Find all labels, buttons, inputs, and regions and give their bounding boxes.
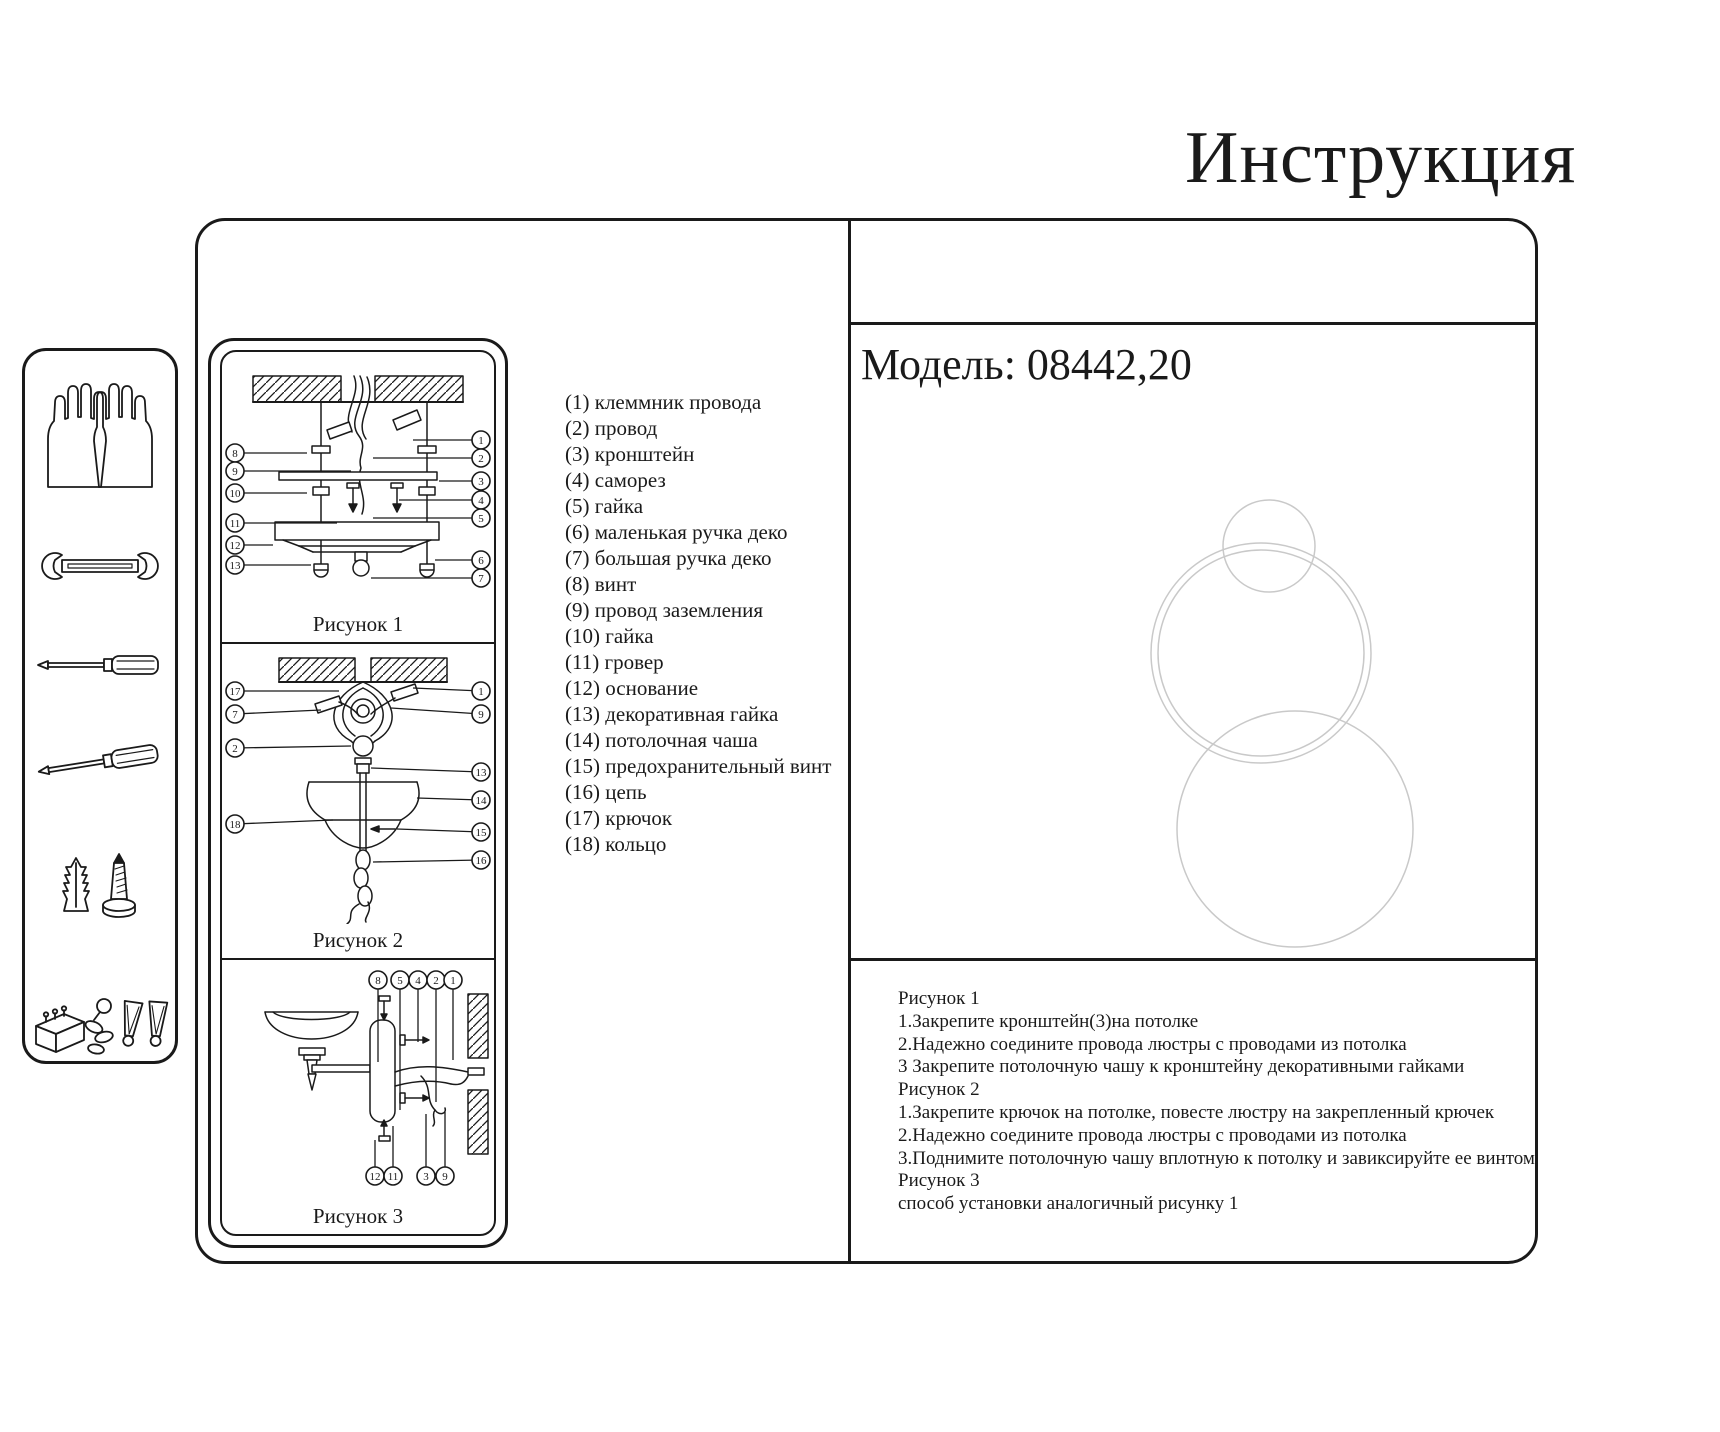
part-item: (6) маленькая ручка деко xyxy=(565,520,788,544)
svg-text:10: 10 xyxy=(229,487,241,500)
flat-screwdriver-icon xyxy=(25,650,175,680)
instr-line: Рисунок 1 xyxy=(898,988,980,1009)
svg-text:8: 8 xyxy=(375,974,381,987)
tools-panel xyxy=(22,348,178,1064)
svg-text:2: 2 xyxy=(478,452,484,465)
model-box-top-line xyxy=(848,322,1535,325)
svg-text:15: 15 xyxy=(475,826,487,839)
svg-text:16: 16 xyxy=(475,854,487,867)
figures-panel-inner xyxy=(220,350,496,1236)
svg-text:7: 7 xyxy=(232,708,238,721)
svg-text:9: 9 xyxy=(442,1170,448,1183)
instr-line: Рисунок 2 xyxy=(898,1079,980,1101)
part-item: (18) кольцо xyxy=(565,832,667,856)
instr-line: 1.Закрепите кронштейн(3)на потолке xyxy=(898,1010,1199,1032)
svg-text:12: 12 xyxy=(229,539,241,552)
part-item: (1) клеммник провода xyxy=(565,390,762,414)
wall-anchor-screw-icon xyxy=(25,853,175,923)
svg-text:18: 18 xyxy=(229,818,241,831)
instructions-text xyxy=(898,988,1535,1216)
svg-text:17: 17 xyxy=(229,685,241,698)
instr-line: 1.Закрепите крючок на потолке, повесте люстру на закрепленный крючек xyxy=(898,1101,1495,1123)
figure-1-label: Рисунок 1 xyxy=(312,612,404,636)
part-item: (2) провод xyxy=(565,416,658,440)
model-heading: Модель: 08442,20 xyxy=(861,340,1192,389)
second-screwdriver-icon xyxy=(25,739,175,785)
part-item: (3) кронштейн xyxy=(565,442,695,466)
part-item: (16) цепь xyxy=(565,780,647,804)
svg-text:3: 3 xyxy=(423,1170,429,1183)
svg-text:4: 4 xyxy=(478,494,484,507)
part-item: (5) гайка xyxy=(565,494,644,518)
wrench-icon xyxy=(25,548,175,584)
svg-text:13: 13 xyxy=(475,766,487,779)
figures-panel xyxy=(208,338,508,1248)
instr-line: 2.Надежно соедините провода люстры с проводами из потолка xyxy=(898,1124,1407,1146)
svg-text:9: 9 xyxy=(478,708,484,721)
page-title: Инструкция xyxy=(1185,117,1577,199)
figure-2-label: Рисунок 2 xyxy=(312,928,404,952)
svg-text:11: 11 xyxy=(387,1170,399,1183)
svg-text:1: 1 xyxy=(478,434,484,447)
part-item: (15) предохранительный винт xyxy=(565,754,832,778)
instr-line: 3 Закрепите потолочную чашу к кронштейну декоративными гайками xyxy=(898,1056,1465,1078)
instr-line: 3.Поднимите потолочную чашу вплотную к потолку и завиксируйте ее винтом xyxy=(898,1147,1535,1169)
part-item: (4) саморез xyxy=(565,468,666,492)
instr-line: Рисунок 3 xyxy=(898,1170,980,1192)
parts-list xyxy=(565,389,833,857)
svg-text:7: 7 xyxy=(478,572,484,585)
part-item: (17) крючок xyxy=(565,806,673,830)
figure-1-diagram xyxy=(221,356,495,606)
part-item: (11) гровер xyxy=(565,650,664,674)
vertical-divider xyxy=(848,218,851,1261)
svg-text:3: 3 xyxy=(478,475,484,488)
part-item: (9) провод заземления xyxy=(565,598,764,622)
part-item: (13) декоративная гайка xyxy=(565,702,779,726)
part-item: (10) гайка xyxy=(565,624,654,648)
hardware-kit-icon xyxy=(25,996,175,1058)
svg-text:14: 14 xyxy=(475,794,487,807)
figure-3-diagram xyxy=(221,964,495,1189)
svg-text:4: 4 xyxy=(415,974,421,987)
svg-text:6: 6 xyxy=(478,554,484,567)
figure-1-section xyxy=(222,352,494,644)
svg-text:5: 5 xyxy=(397,974,403,987)
instr-line: способ установки аналогичный рисунку 1 xyxy=(898,1193,1239,1215)
figure-2-section xyxy=(222,644,494,960)
part-item: (14) потолочная чаша xyxy=(565,728,758,752)
figure-3-label: Рисунок 3 xyxy=(312,1204,404,1228)
part-item: (8) винт xyxy=(565,572,637,596)
svg-text:12: 12 xyxy=(369,1170,381,1183)
instr-line: 2.Надежно соедините провода люстры с проводами из потолка xyxy=(898,1033,1407,1055)
svg-text:11: 11 xyxy=(229,517,241,530)
figure-2-diagram xyxy=(221,648,495,924)
svg-text:8: 8 xyxy=(232,447,238,460)
svg-text:2: 2 xyxy=(232,742,238,755)
lamp-outline-drawing xyxy=(1133,483,1433,953)
svg-text:13: 13 xyxy=(229,559,241,572)
instructions-divider-line xyxy=(848,958,1535,961)
svg-text:1: 1 xyxy=(450,974,456,987)
part-item: (12) основание xyxy=(565,676,699,700)
svg-text:9: 9 xyxy=(232,465,238,478)
part-item: (7) большая ручка деко xyxy=(565,546,772,570)
main-content-box xyxy=(195,218,1538,1264)
figure-3-section xyxy=(222,960,494,1234)
svg-text:2: 2 xyxy=(433,974,439,987)
svg-text:5: 5 xyxy=(478,512,484,525)
gloves-icon xyxy=(25,381,175,493)
svg-text:1: 1 xyxy=(478,685,484,698)
